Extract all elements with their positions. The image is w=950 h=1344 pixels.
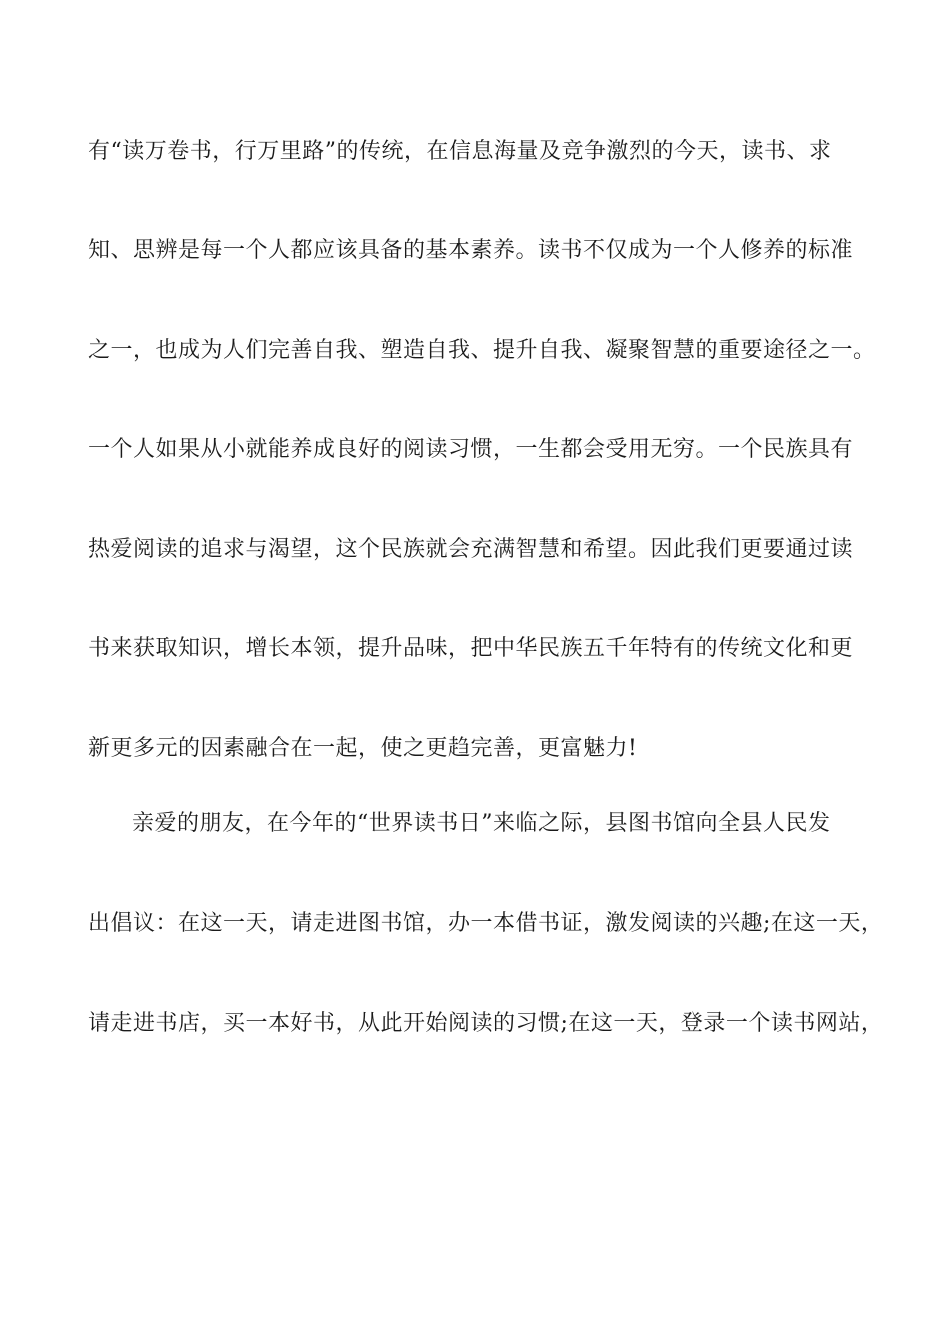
paragraph-line-4: 一个人如果从小就能养成良好的阅读习惯，一生都会受用无穷。一个民族具有	[88, 437, 854, 462]
paragraph-line-7: 新更多元的因素融合在一起，使之更趋完善，更富魅力!	[88, 736, 638, 761]
paragraph-line-9: 出倡议：在这一天，请走进图书馆，办一本借书证，激发阅读的兴趣;在这一天，	[88, 911, 884, 936]
paragraph-line-5: 热爱阅读的追求与渴望，这个民族就会充满智慧和希望。因此我们更要通过读	[88, 537, 854, 562]
paragraph-line-1: 有“读万卷书，行万里路”的传统，在信息海量及竞争激烈的今天，读书、求	[88, 139, 832, 164]
paragraph-line-8: 亲爱的朋友，在今年的“世界读书日”来临之际，县图书馆向全县人民发	[132, 811, 831, 836]
paragraph-line-2: 知、思辨是每一个人都应该具备的基本素养。读书不仅成为一个人修养的标准	[88, 238, 854, 263]
paragraph-line-3: 之一，也成为人们完善自我、塑造自我、提升自我、凝聚智慧的重要途径之一。	[88, 338, 876, 363]
paragraph-line-10: 请走进书店，买一本好书，从此开始阅读的习惯;在这一天，登录一个读书网站，	[88, 1011, 884, 1036]
paragraph-line-6: 书来获取知识，增长本领，提升品味，把中华民族五千年特有的传统文化和更	[88, 636, 854, 661]
